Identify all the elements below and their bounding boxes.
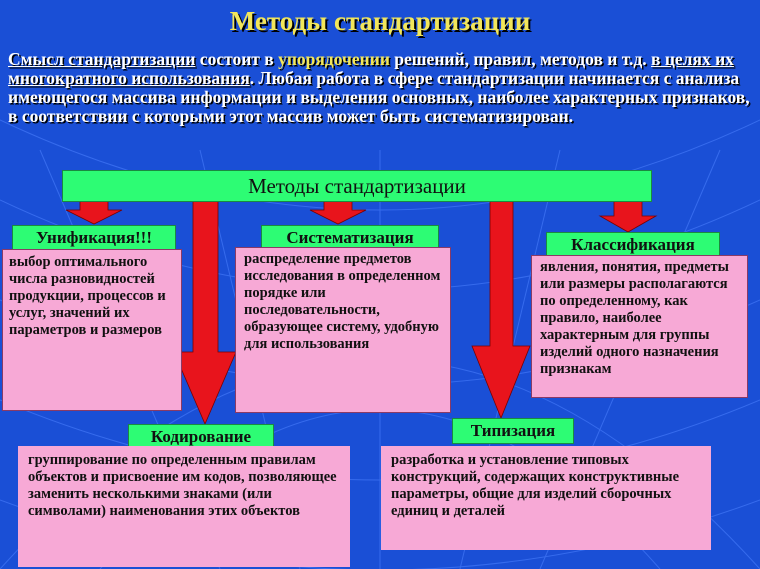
intro-text-1: состоит в (195, 49, 279, 69)
intro-term: Смысл стандартизации (8, 49, 196, 69)
intro-text-3: . Любая работа в сфере стандартизации начинается с анализа имеющегося массива информации и выделения основных, наиболее характерных признаков, в соответствии с которыми этот массив может быть систематизирован. (8, 68, 750, 126)
unification-text: выбор оптимального числа разновидностей продукции, процессов и услуг, значений их параметров и размеров (9, 254, 166, 338)
arrow-classification (600, 200, 656, 232)
intro-highlight: упорядочении (278, 49, 390, 69)
classification-label: Классификация (546, 232, 720, 258)
typification-box (381, 446, 711, 550)
unification-box (2, 249, 182, 411)
methods-header-bar: Методы стандартизации (62, 170, 652, 202)
arrow-unification (66, 200, 122, 224)
coding-text: группирование по определенным правилам объектов и присвоение им кодов, позволяющее заменить несколькими знаками (или символами) наименования этих объектов (28, 452, 337, 519)
typification-inner (383, 448, 709, 548)
intro-text-2: решений, правил, методов и т.д. (389, 49, 651, 69)
classification-text: явления, понятия, предметы или размеры располагаются по определенному, как правило, наиболее характерным для группы изделий одного назначения признакам (540, 259, 729, 377)
arrow-systematization (310, 200, 366, 224)
systematization-box (235, 247, 451, 413)
arrow-coding (174, 200, 236, 424)
typification-text: разработка и установление типовых конструкций, содержащих конструктивные параметры, общие для изделий сборочных единиц и деталей (391, 452, 680, 519)
systematization-text: распределение предметов исследования в определенном порядке или последовательности, образующее систему, удобную для использования (244, 251, 441, 352)
page-title: Методы стандартизации (229, 6, 531, 36)
systematization-label: Систематизация (261, 225, 439, 251)
coding-box (18, 446, 350, 567)
intro-goal: в целях их многократного использования (8, 49, 734, 88)
coding-inner (20, 448, 348, 565)
unification-label: Унификация!!! (12, 225, 176, 251)
classification-box (531, 255, 748, 398)
coding-label: Кодирование (128, 424, 274, 450)
arrow-typification (472, 200, 530, 418)
typification-label: Типизация (452, 418, 574, 444)
